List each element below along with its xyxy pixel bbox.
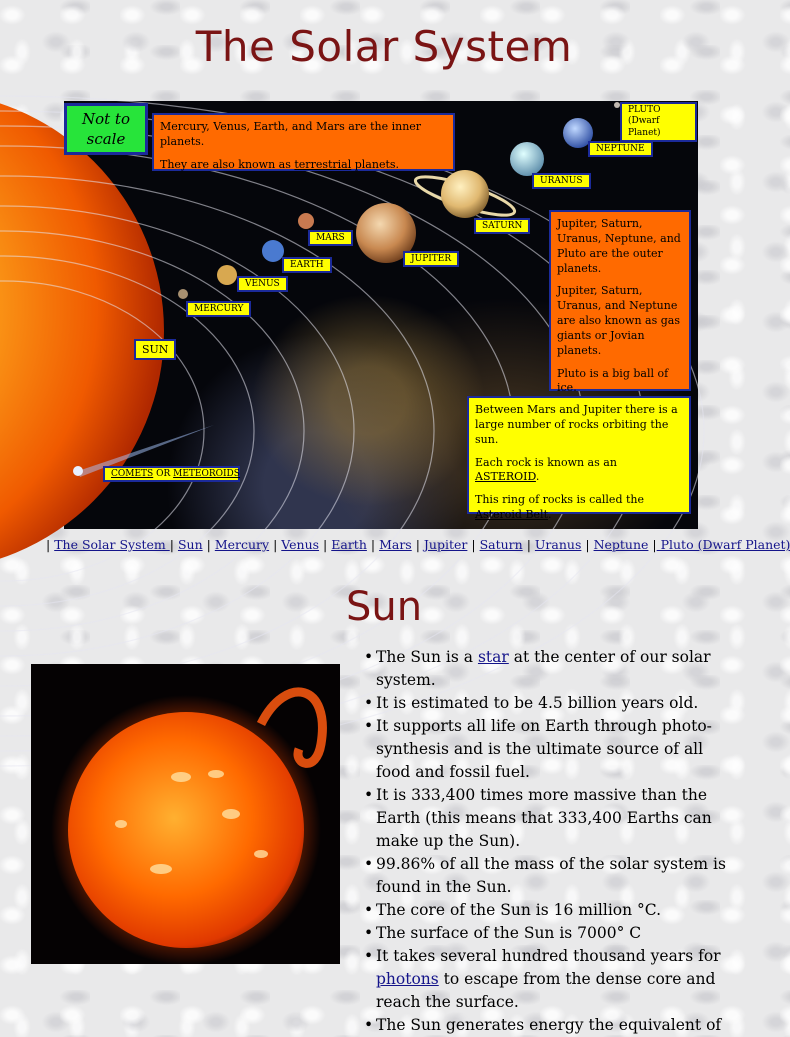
nav-link-pluto[interactable]: Pluto (Dwarf Planet) — [656, 537, 790, 552]
fact-item: • 99.86% of all the mass of the solar system is found in the Sun. — [364, 853, 734, 899]
nav-link-venus[interactable]: Venus — [281, 537, 320, 552]
label-earth[interactable]: EARTH — [282, 257, 332, 273]
nav-link-uranus[interactable]: Uranus — [534, 537, 582, 552]
comets-link[interactable]: COMETS — [111, 469, 154, 479]
nav-link-earth[interactable]: Earth — [331, 537, 367, 552]
sun-photo — [31, 664, 340, 964]
label-saturn[interactable]: SATURN — [474, 218, 530, 234]
sun-heading: Sun — [345, 584, 423, 630]
planet-nav: | The Solar System | Sun | Mercury | Venus | Earth | Mars | Jupiter | Saturn | Uranus | Neptune | Pluto (Dwarf Planet) — [46, 537, 790, 552]
photons-link[interactable]: photons — [376, 970, 439, 988]
fact-item: • The core of the Sun is 16 million °C. — [364, 899, 734, 922]
sun-disk — [68, 712, 304, 948]
meteoroids-link[interactable]: METEOROIDS — [173, 469, 240, 479]
nav-link-solar-system[interactable]: The Solar System — [54, 537, 170, 552]
nav-link-neptune[interactable]: Neptune — [593, 537, 649, 552]
label-mercury[interactable]: MERCURY — [186, 301, 251, 317]
uranus-planet — [510, 142, 544, 176]
label-pluto[interactable]: PLUTO (Dwarf Planet) — [620, 102, 697, 142]
fact-item: • It is 333,400 times more massive than the Earth (this means that 333,400 Earths can make up the Sun). — [364, 784, 734, 853]
fact-item: • The Sun generates energy the equivalent of — [364, 1014, 734, 1037]
inner-planets-box: Mercury, Venus, Earth, and Mars are the inner planets. They are also known as terrestrial planets. — [152, 113, 455, 171]
fact-item: • The Sun is a star at the center of our solar system. — [364, 646, 734, 692]
earth-planet — [262, 240, 284, 262]
asteroid-belt-link[interactable]: Asteroid Belt — [475, 508, 548, 522]
label-jupiter[interactable]: JUPITER — [403, 251, 459, 267]
fact-item: • The surface of the Sun is 7000° C — [364, 922, 734, 945]
label-sun[interactable]: SUN — [134, 339, 176, 360]
label-uranus[interactable]: URANUS — [532, 173, 591, 189]
label-comets-meteoroids: COMETS OR METEOROIDS — [103, 466, 240, 482]
inner-planets-text: Mercury, Venus, Earth, and Mars are the inner planets. — [160, 120, 422, 148]
outer-planets-box: Jupiter, Saturn, Uranus, Neptune, and Pluto are the outer planets. Jupiter, Saturn, Uranus, and Neptune are also known as gas giants or Jovian planets. Pluto is a big ball of ice. — [549, 210, 691, 391]
sun-shape — [0, 91, 164, 571]
comet-head — [73, 466, 83, 476]
nav-link-mars[interactable]: Mars — [379, 537, 412, 552]
nav-link-sun[interactable]: Sun — [177, 537, 203, 552]
asteroid-link[interactable]: ASTEROID — [475, 470, 536, 484]
sun-facts-list — [364, 646, 734, 1037]
fact-item: • It supports all life on Earth through photo-synthesis and is the ultimate source of all food and fossil fuel. — [364, 715, 734, 784]
sun-photo-illustration — [31, 664, 340, 964]
label-venus[interactable]: VENUS — [237, 276, 288, 292]
asteroid-box: Between Mars and Jupiter there is a large number of rocks orbiting the sun. Each rock is known as an ASTEROID. This ring of rocks is called the Asteroid Belt. — [467, 396, 691, 514]
mercury-planet — [178, 289, 188, 299]
mars-planet — [298, 213, 314, 229]
not-to-scale-badge: Not to scale — [64, 103, 148, 155]
venus-planet — [217, 265, 237, 285]
fact-item: • It takes several hundred thousand years for photons to escape from the dense core and reach the surface. — [364, 945, 734, 1014]
fact-item: • It is estimated to be 4.5 billion years old. — [364, 692, 734, 715]
nav-link-mercury[interactable]: Mercury — [214, 537, 270, 552]
terrestrial-link[interactable]: terrestrial — [294, 157, 352, 171]
page-title: The Solar System — [195, 22, 573, 71]
star-link[interactable]: star — [477, 648, 509, 666]
label-mars[interactable]: MARS — [308, 230, 353, 246]
nav-link-saturn[interactable]: Saturn — [479, 537, 523, 552]
nav-link-jupiter[interactable]: Jupiter — [423, 537, 468, 552]
label-neptune[interactable]: NEPTUNE — [588, 141, 653, 157]
